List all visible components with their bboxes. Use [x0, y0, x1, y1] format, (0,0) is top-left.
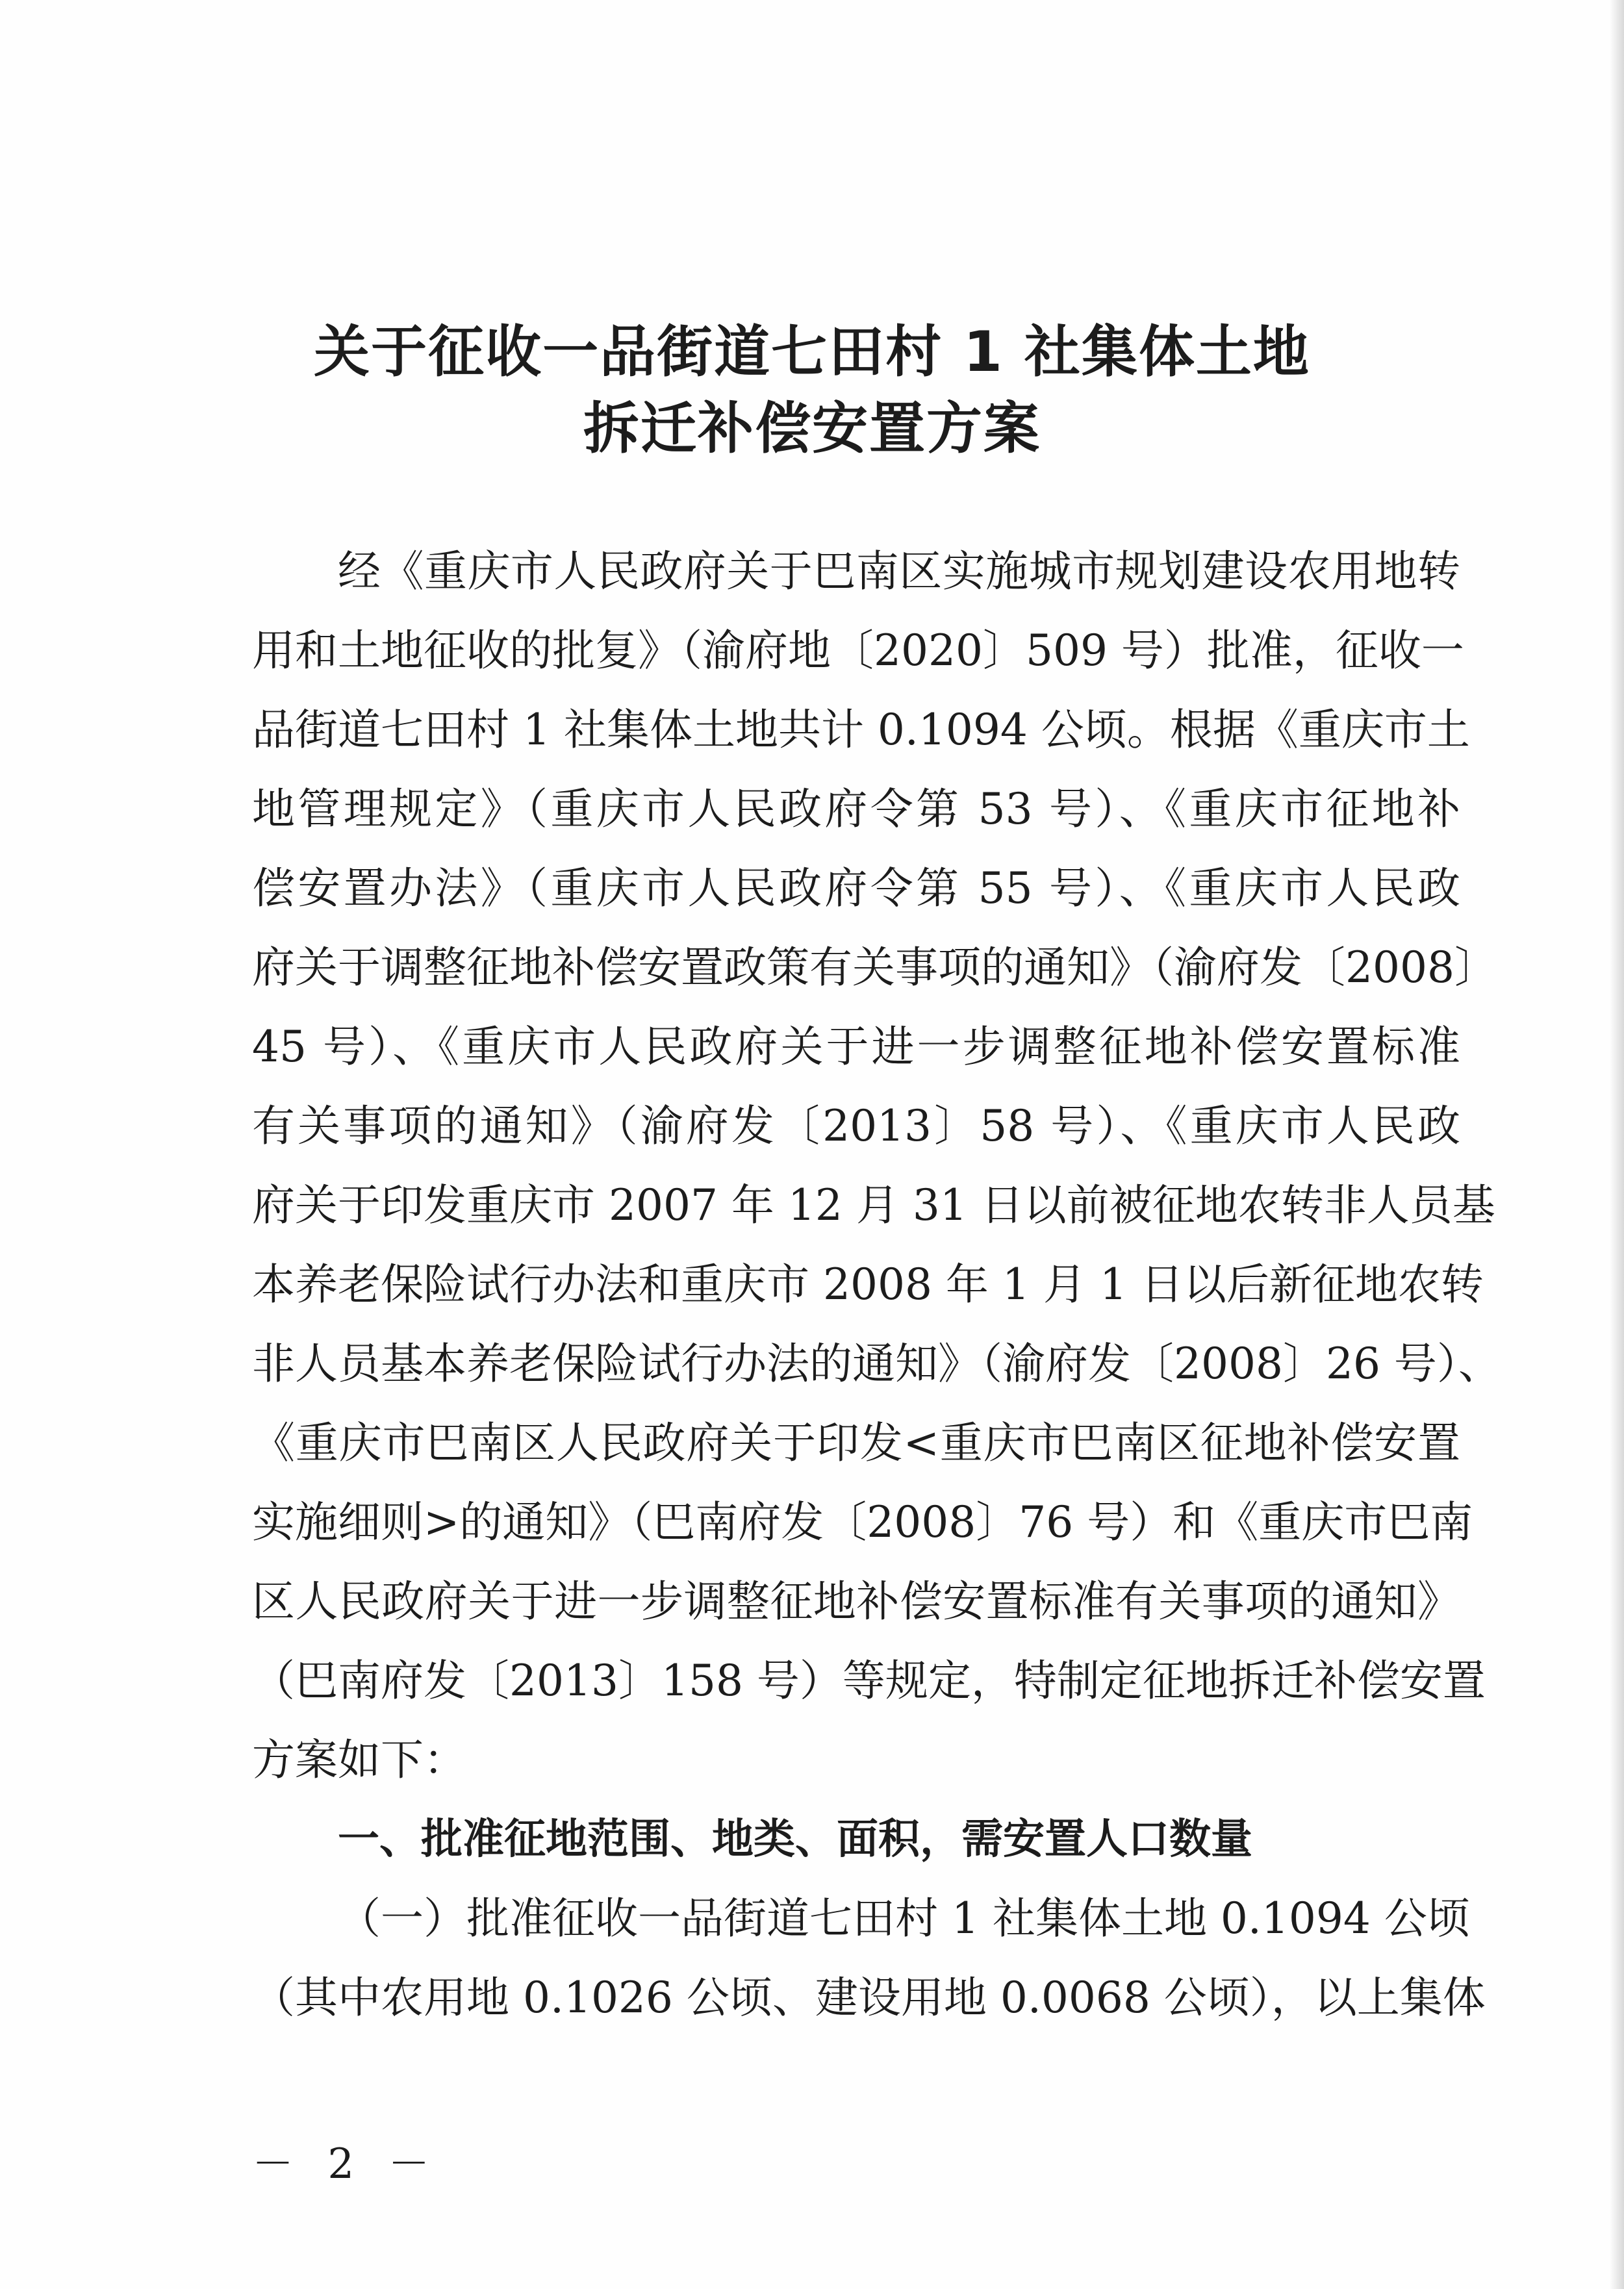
body-line: 地管理规定》（重庆市人民政府令第 53 号）、《重庆市征地补: [252, 784, 1460, 834]
body-line: 经《重庆市人民政府关于巴南区实施城市规划建设农用地转: [338, 546, 1460, 596]
body-line: 《重庆市巴南区人民政府关于印发<重庆市巴南区征地补偿安置: [252, 1418, 1460, 1468]
body-line: 品街道七田村 1 社集体土地共计 0.1094 公顷。根据《重庆市土: [252, 705, 1470, 755]
body-line: 区人民政府关于进一步调整征地补偿安置标准有关事项的通知》: [252, 1576, 1460, 1626]
body-line: 本养老保险试行办法和重庆市 2008 年 1 月 1 日以后新征地农转: [252, 1259, 1484, 1309]
body-line: 方案如下：: [252, 1735, 466, 1785]
body-line: 非人员基本养老保险试行办法的通知》（渝府发〔2008〕26 号）、: [252, 1339, 1501, 1389]
body-line: 用和土地征收的批复》（渝府地〔2020〕509 号）批准，征收一: [252, 626, 1464, 676]
body-line: 有关事项的通知》（渝府发〔2013〕58 号）、《重庆市人民政: [252, 1101, 1460, 1151]
page-number: － 2 －: [252, 2140, 440, 2188]
section-heading: 一、批准征地范围、地类、面积，需安置人口数量: [338, 1815, 1252, 1864]
document-title-line-2: 拆迁补偿安置方案: [583, 396, 1041, 461]
body-line: （巴南府发〔2013〕158 号）等规定，特制定征地拆迁补偿安置: [252, 1656, 1486, 1706]
body-line: 府关于印发重庆市 2007 年 12 月 31 日以前被征地农转非人员基: [252, 1180, 1495, 1230]
body-line: 府关于调整征地补偿安置政策有关事项的通知》（渝府发〔2008〕: [252, 942, 1497, 993]
body-line: 45 号）、《重庆市人民政府关于进一步调整征地补偿安置标准: [252, 1022, 1460, 1072]
document-title-line-1: 关于征收一品街道七田村 1 社集体土地: [314, 320, 1310, 385]
body-line: 偿安置办法》（重庆市人民政府令第 55 号）、《重庆市人民政: [252, 863, 1460, 913]
body-line: 实施细则>的通知》（巴南府发〔2008〕76 号）和《重庆市巴南: [252, 1497, 1473, 1547]
section-line: （一）批准征收一品街道七田村 1 社集体土地 0.1094 公顷: [338, 1893, 1470, 1943]
section-line: （其中农用地 0.1026 公顷、建设用地 0.0068 公顷），以上集体: [252, 1973, 1486, 2023]
